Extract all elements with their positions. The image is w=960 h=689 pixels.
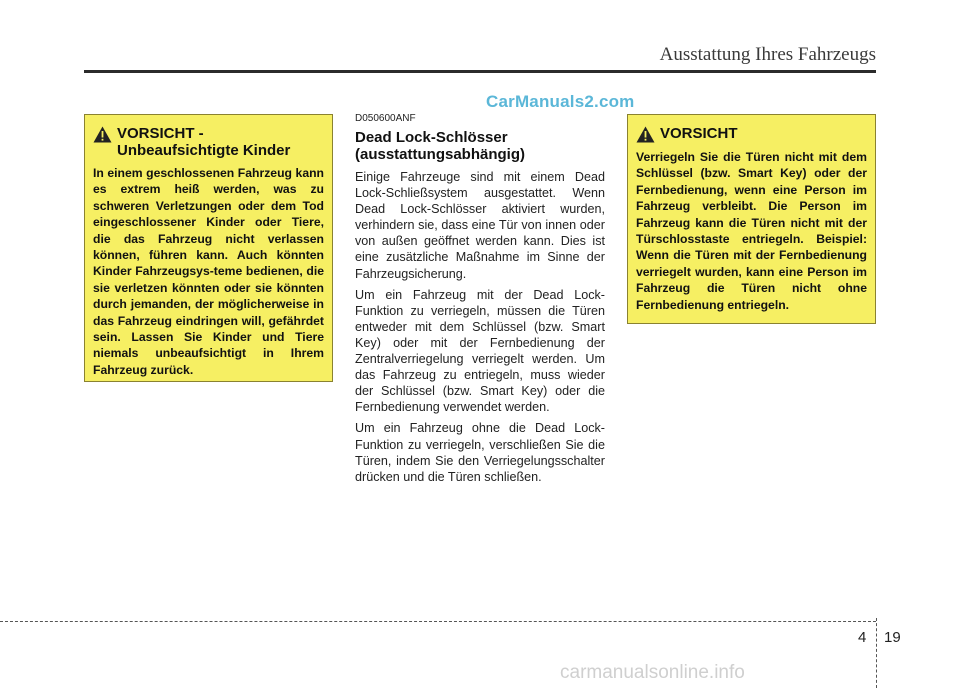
warning-icon [93,126,112,143]
header-rule [84,70,876,73]
header-title: Ausstattung Ihres Fahrzeugs [659,44,876,65]
caution-header [93,125,324,159]
chapter-number: 4 [858,629,867,646]
section-title: Dead Lock-Schlösser (ausstattungsabhängig) [355,129,526,163]
caution-title: VORSICHT - Unbeaufsichtigte Kinder [117,125,291,159]
page-separator [876,618,877,688]
section-dead-lock [355,113,605,490]
page-number: 19 [884,629,901,646]
caution-title: VORSICHT [660,125,738,142]
warning-icon [636,126,655,143]
paragraph: Einige Fahrzeuge sind mit einem Dead Lock-Schließsystem ausgestattet. Wenn Dead Lock-Schlösser aktiviert wurden, verhindern sie, dass eine Tür von innen oder von außen geöffnet werden kann. Dies ist eine zusätzliche Maßnahme im Sinne der Fahrzeugsicherung. [355,170,605,281]
caution-header [636,125,867,143]
watermark-bottom[interactable]: carmanualsonline.info [560,662,745,683]
footer-rule [0,621,876,622]
caution-box-doors [627,114,876,324]
caution-text: In einem geschlossenen Fahrzeug kann es extrem heiß werden, was zu schweren Verletzungen oder dem Tod eingeschlossener Kinder oder Tiere, die das Fahrzeug nicht verlassen können, führen kann. Auch könnten Kinder Fahrzeugsys-teme bedienen, die sie verletzen könnten oder sie könnten durch jemanden, der möglicherweise in das Fahrzeug eindringen will, gefährdet sein. Lassen Sie Kinder und Tiere niemals unbeaufsichtigt in Ihrem Fahrzeug zurück. [93,166,324,377]
caution-text: Verriegeln Sie die Türen nicht mit dem Schlüssel (bzw. Smart Key) oder der Fernbedienung, wenn eine Person im Fahrzeug verbleibt. Die Person im Fahrzeug kann die Türen nicht mit der Türschlosstaste entriegeln. Beispiel: Wenn die Türen mit der Fernbedienung verriegelt wurden, kann eine Person im Fahrzeug die Türen nicht ohne Fernbedienung entriegeln. [636,150,867,312]
paragraph: Um ein Fahrzeug mit der Dead Lock-Funktion zu verriegeln, müssen die Türen entweder mit dem Schlüssel (bzw. Smart Key) oder mit der Fernbedienung der Zentralverriegelung verriegelt werden. Um das Fahrzeug zu entriegeln, muss wieder der Schlüssel (bzw. Smart Key) oder die Fernbedienung verwendet werden. [355,287,605,415]
watermark-top[interactable]: CarManuals2.com [486,92,635,111]
paragraph: Um ein Fahrzeug ohne die Dead Lock-Funktion zu verriegeln, verschließen Sie die Türen, indem Sie den Verriegelungsschalter drücken und die Türen schließen. [355,421,605,484]
section-code: D050600ANF [355,113,416,124]
caution-box-children [84,114,333,382]
